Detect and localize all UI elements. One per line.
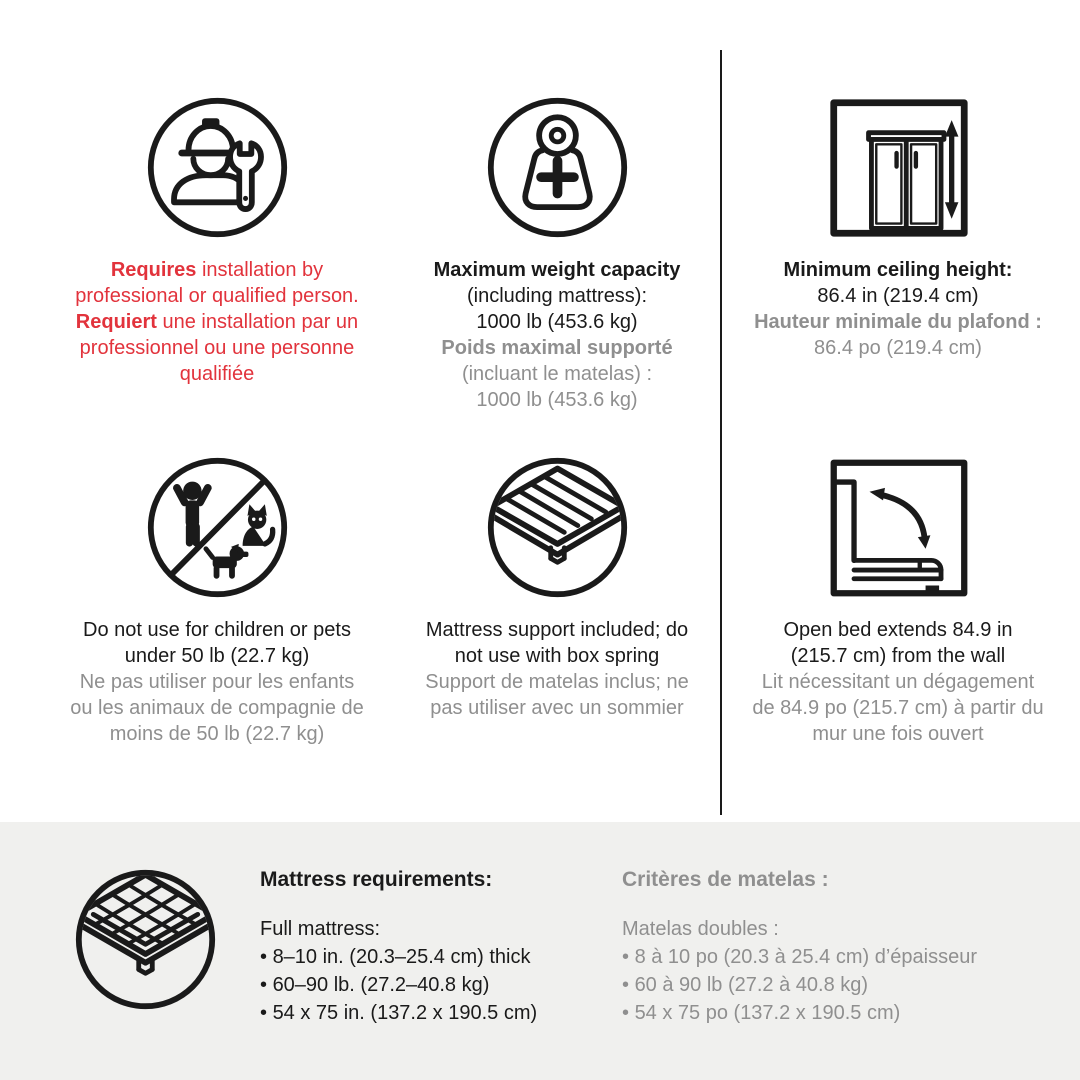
mattress-requirements-panel: [0, 822, 1080, 1080]
mattress-spec-item: • 54 x 75 po (137.2 x 190.5 cm): [622, 999, 977, 1027]
mattress-requirements-fr: [622, 866, 977, 1027]
open-bed-block: [728, 455, 1068, 747]
ceiling-height-caption: Minimum ceiling height: 86.4 in (219.4 cm) Hauteur minimale du plafond : 86.4 po (219.4 cm): [754, 259, 1042, 359]
mattress-support-block: [397, 455, 717, 721]
mattress-requirements-title-en: Mattress requirements:: [260, 868, 493, 891]
weight-plus-icon: [485, 95, 630, 240]
no-children-pets-caption: Do not use for children or pets under 50 lb (22.7 kg) Ne pas utiliser pour les enfants ou les animaux de compagnie de moins de 50 lb (22.7 kg): [70, 619, 364, 745]
mattress-size-label-en: Full mattress:: [260, 918, 381, 940]
installation-caption: Requires installation by professional or qualified person. Requiert une installation par un professionnel ou une personne qualifiée: [75, 259, 359, 385]
mattress-spec-item: • 8 à 10 po (20.3 à 25.4 cm) d’épaisseur: [622, 943, 977, 971]
open-bed-caption: Open bed extends 84.9 in (215.7 cm) from the wall Lit nécessitant un dégagement de 84.9 po (215.7 cm) à partir du mur une fois ouvert: [752, 619, 1044, 745]
murphy-bed-open-icon: [826, 455, 971, 600]
mattress-spec-item: • 8–10 in. (20.3–25.4 cm) thick: [260, 943, 537, 971]
mattress-spec-item: • 60–90 lb. (27.2–40.8 kg): [260, 971, 537, 999]
mattress-size-label-fr: Matelas doubles :: [622, 918, 779, 940]
mattress-spec-item: • 54 x 75 in. (137.2 x 190.5 cm): [260, 999, 537, 1027]
no-children-pets-block: [47, 455, 387, 747]
mattress-specs-fr: [622, 943, 977, 1027]
vertical-divider: [720, 50, 722, 815]
mattress-support-caption: Mattress support included; do not use with box spring Support de matelas inclus; ne pas utiliser avec un sommier: [425, 619, 689, 719]
mattress-support-slats-icon: [485, 455, 630, 600]
mattress-specs-en: [260, 943, 537, 1027]
installer-worker-wrench-icon: [145, 95, 290, 240]
cabinet-height-arrow-icon: [826, 95, 971, 240]
mattress-requirements-en: [260, 866, 537, 1027]
mattress-icon: [73, 867, 218, 1012]
ceiling-height-block: [728, 95, 1068, 361]
max-weight-block: [397, 95, 717, 413]
mattress-requirements-title-fr: Critères de matelas :: [622, 868, 829, 891]
mattress-spec-item: • 60 à 90 lb (27.2 à 40.8 kg): [622, 971, 977, 999]
max-weight-caption: Maximum weight capacity (including mattress): 1000 lb (453.6 kg) Poids maximal supporté (incluant le matelas) : 1000 lb (453.6 kg): [433, 259, 681, 411]
installation-block: [47, 95, 387, 387]
no-children-pets-icon: [145, 455, 290, 600]
